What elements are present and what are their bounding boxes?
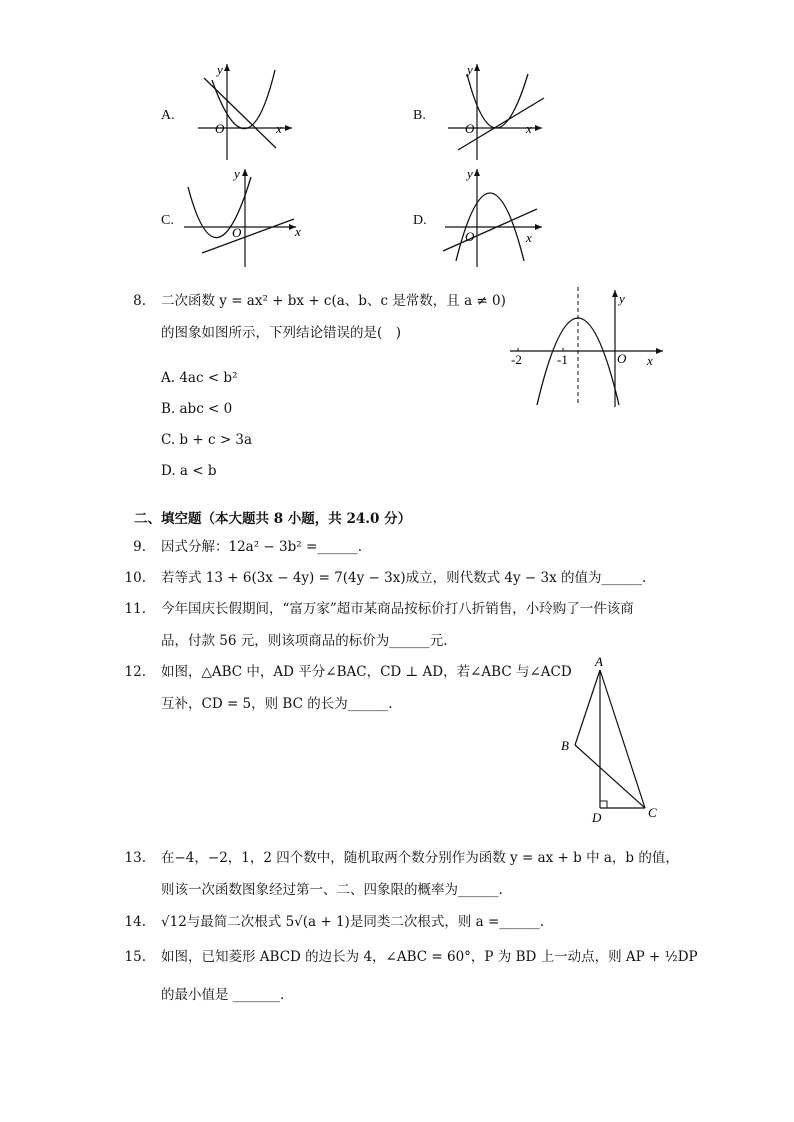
q10-number: 10. (124, 570, 146, 586)
q7-b-x-label: x (526, 121, 532, 136)
q7-option-d-label[interactable]: D. (413, 213, 427, 228)
q7-d-x-label: x (526, 230, 532, 245)
q7-c-y-label: y (234, 166, 240, 181)
q12-line1: 如图，△ABC 中，AD 平分∠BAC，CD ⊥ AD，若∠ABC 与∠ACD (161, 664, 572, 680)
q7-c-x-label: x (295, 224, 301, 239)
q7-graph-b (440, 60, 550, 165)
q8-choice-a[interactable]: A. 4ac < b² (161, 370, 238, 386)
q12-number: 12. (124, 664, 146, 680)
q8-y-label: y (619, 291, 625, 306)
q8-origin: O (617, 351, 627, 366)
q8-choice-b[interactable]: B. abc < 0 (161, 401, 233, 417)
q7-a-x-label: x (276, 121, 282, 136)
q15-line1: 如图，已知菱形 ABCD 的边长为 4，∠ABC = 60°，P 为 BD 上一动点，则 AP + ½DP (161, 949, 698, 965)
q8-tick-neg1: -1 (557, 352, 568, 367)
q12-triangle-figure (555, 650, 665, 825)
q13-line1: 在−4，−2，1，2 四个数中，随机取两个数分别作为函数 y = ax + b 中 a，b 的值， (161, 850, 679, 866)
q15-number: 15. (124, 949, 146, 965)
q15-line2: 的最小值是 _______. (161, 987, 285, 1003)
q7-graph-a (190, 60, 300, 165)
q7-d-y-label: y (467, 166, 473, 181)
q7-option-b-label[interactable]: B. (413, 108, 426, 123)
q7-c-origin: O (232, 225, 242, 240)
q7-option-a-label[interactable]: A. (161, 108, 175, 123)
q12-label-a: A (595, 654, 603, 669)
q12-label-d: D (592, 810, 602, 825)
q12-label-c: C (648, 805, 657, 820)
q8-number: 8. (133, 293, 146, 309)
q13-number: 13. (124, 850, 146, 866)
q9-number: 9. (133, 539, 146, 555)
q8-choice-d[interactable]: D. a < b (161, 463, 217, 479)
q7-b-y-label: y (467, 62, 473, 77)
q11-number: 11. (124, 601, 146, 617)
q12-label-b: B (561, 738, 569, 753)
q11-line2: 品，付款 56 元，则该项商品的标价为______元. (161, 633, 448, 649)
q7-option-c-label[interactable]: C. (161, 213, 174, 228)
q8-graph (505, 285, 670, 410)
section-2-heading: 二、填空题（本大题共 8 小题，共 24.0 分） (134, 511, 412, 527)
q13-line2: 则该一次函数图象经过第一、二、四象限的概率为______. (161, 882, 503, 898)
q9-text: 因式分解：12a² − 3b² =______. (161, 539, 363, 555)
q7-b-origin: O (465, 121, 475, 136)
q7-a-origin: O (215, 121, 225, 136)
q14-number: 14. (124, 914, 146, 930)
q7-d-origin: O (465, 229, 475, 244)
q7-a-y-label: y (217, 62, 223, 77)
q10-text: 若等式 13 + 6(3x − 4y) = 7(4y − 3x)成立，则代数式 4y − 3x 的值为______. (161, 570, 647, 586)
q7-graph-c (178, 165, 303, 270)
q8-line2: 的图象如图所示，下列结论错误的是( ) (161, 325, 402, 341)
q8-choice-c[interactable]: C. b + c > 3a (161, 432, 253, 448)
q8-tick-neg2: -2 (511, 352, 522, 367)
q8-x-label: x (647, 353, 653, 368)
q7-graph-d (440, 165, 550, 270)
q11-line1: 今年国庆长假期间，“富万家”超市某商品按标价打八折销售，小玲购了一件该商 (161, 601, 634, 617)
q8-line1: 二次函数 y = ax² + bx + c(a、b、c 是常数，且 a ≠ 0) (161, 293, 506, 309)
q12-line2: 互补，CD = 5，则 BC 的长为______. (161, 696, 393, 712)
q14-text: √12与最简二次根式 5√(a + 1)是同类二次根式，则 a =______. (161, 914, 545, 930)
